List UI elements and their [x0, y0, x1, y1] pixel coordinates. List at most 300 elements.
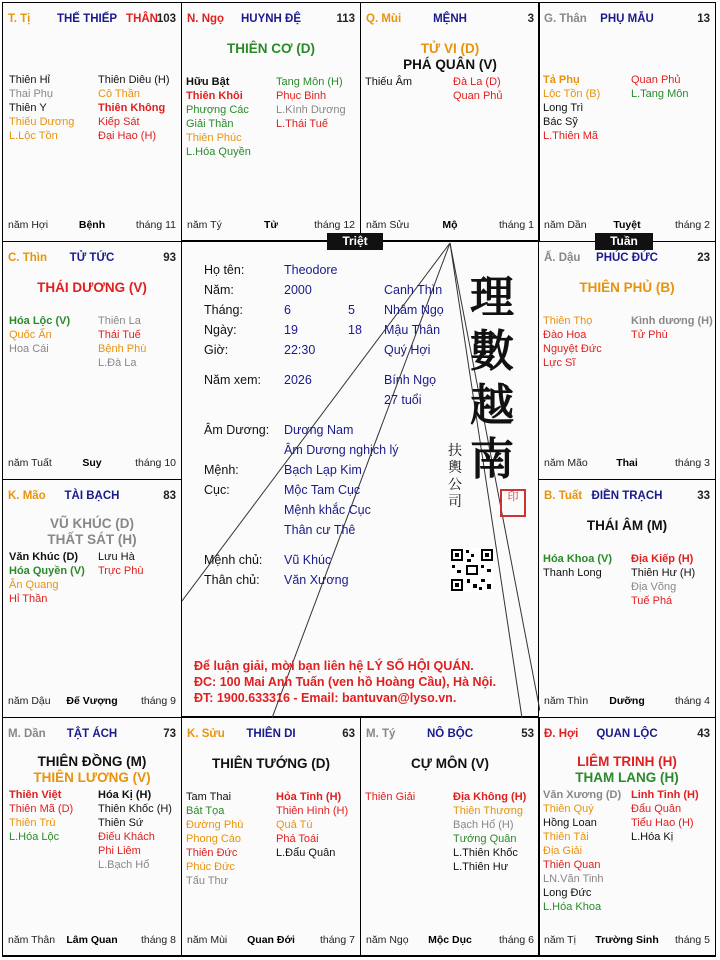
- minor-star: Thiên Tài: [543, 831, 589, 843]
- value-nam: 2000: [284, 283, 312, 297]
- palace-ty[interactable]: [360, 717, 540, 957]
- minor-star: Long Trì: [543, 102, 584, 114]
- value-nam-can: Canh Thìn: [384, 283, 443, 297]
- minor-star: Thái Tuế: [98, 329, 141, 341]
- contact-line-1: Để luận giải, mời bạn liên hệ LÝ SỐ HỘI QUÁN.: [194, 659, 474, 673]
- right-star-column: [631, 314, 713, 342]
- palace-footer: [544, 695, 710, 709]
- minor-star: Hóa Kị (H): [98, 789, 152, 801]
- minor-star: L.Tang Môn: [631, 88, 689, 100]
- minor-star: Bát Tọa: [186, 805, 225, 817]
- minor-star: Cô Thần: [98, 88, 140, 100]
- year-cycle-label: năm Tuất: [8, 457, 52, 469]
- earthly-branch-label: M. Tý: [366, 728, 396, 740]
- value-nam-xem-can: Bính Ngọ: [384, 373, 437, 387]
- main-star: CỰ MÔN (V): [411, 756, 489, 771]
- left-star-column: [9, 550, 85, 606]
- month-cycle-label: tháng 8: [140, 934, 176, 946]
- minor-star: Tiểu Hao (H): [631, 817, 694, 829]
- label-ho-ten: Họ tên:: [204, 263, 245, 277]
- palace-name: NÔ BỘC: [427, 728, 473, 740]
- main-star: PHÁ QUÂN (V): [403, 57, 497, 72]
- label-nam: Năm:: [204, 283, 234, 297]
- left-star-column: [365, 75, 412, 89]
- palace-name: HUYNH ĐỆ: [240, 13, 302, 25]
- value-thang-can: Nhâm Ngọ: [384, 303, 444, 317]
- left-star-column: [543, 788, 621, 914]
- calligraphy-char: 理: [470, 272, 514, 323]
- minor-star: L.Thiên Mã: [543, 130, 599, 142]
- minor-star: L.Thái Tuế: [276, 118, 328, 130]
- left-star-column: [365, 790, 415, 804]
- life-stage-label: Bệnh: [78, 219, 106, 231]
- label-nam-xem: Năm xem:: [204, 373, 261, 387]
- minor-star: Hữu Bật: [186, 76, 230, 88]
- minor-star: Quả Tú: [276, 819, 313, 831]
- minor-star: Thiên La: [98, 315, 141, 327]
- right-star-column: [98, 314, 146, 370]
- month-cycle-label: tháng 2: [674, 219, 710, 231]
- label-menh: Mệnh:: [204, 463, 239, 477]
- minor-star: Linh Tinh (H): [631, 789, 699, 801]
- value-gio: 22:30: [284, 343, 316, 357]
- palace-mao[interactable]: [2, 479, 182, 718]
- right-star-column: [276, 790, 348, 860]
- minor-star: Lưu Hà: [98, 551, 135, 563]
- palace-number: 103: [156, 13, 176, 25]
- value-am-duong-2: Âm Dương nghịch lý: [284, 443, 399, 457]
- value-thang-am: 5: [348, 303, 355, 317]
- palace-header: [187, 728, 355, 744]
- life-stage-label: Tử: [263, 219, 279, 231]
- palace-header: [8, 490, 176, 506]
- palace-than[interactable]: [538, 2, 716, 242]
- earthly-branch-label: Đ. Hợi: [544, 728, 579, 740]
- palace-footer: [544, 934, 710, 948]
- label-cuc: Cục:: [204, 483, 230, 497]
- minor-star: Bạch Hổ (H): [453, 819, 514, 831]
- minor-star: Hóa Quyền (V): [9, 565, 85, 577]
- minor-star: Tướng Quân: [453, 833, 517, 845]
- minor-star: Tấu Thư: [186, 875, 229, 887]
- minor-star: Tả Phụ: [543, 74, 580, 86]
- minor-star: Thiên Quan: [543, 859, 601, 871]
- value-than-chu: Văn Xương: [284, 573, 349, 587]
- palace-header: [544, 728, 710, 744]
- minor-star: Tam Thai: [186, 791, 232, 803]
- left-star-column: [543, 314, 602, 370]
- minor-star: Hóa Khoa (V): [543, 553, 613, 565]
- earthly-branch-label: M. Dần: [8, 728, 46, 740]
- minor-star: Địa Không (H): [453, 791, 527, 803]
- minor-star: Thiên Đức: [186, 847, 238, 859]
- palace-tuat[interactable]: [538, 479, 716, 718]
- can-chi-values: [384, 280, 444, 410]
- minor-star: Thiên Thương: [453, 805, 524, 817]
- palace-footer: [366, 219, 534, 233]
- minor-star: Kiếp Sát: [98, 116, 140, 128]
- lunar-values: [348, 300, 362, 340]
- palace-footer: [366, 934, 534, 948]
- value-ngay: 19: [284, 323, 298, 337]
- minor-star: Hồng Loan: [543, 817, 597, 829]
- minor-star: Phong Cáo: [186, 833, 242, 845]
- minor-star: Hóa Lộc (V): [9, 315, 71, 327]
- minor-star: Thiếu Âm: [365, 76, 413, 88]
- minor-star: Thiên Không: [98, 102, 166, 114]
- earthly-branch-label: Q. Mùi: [366, 13, 402, 25]
- minor-star: L.Đà La: [98, 357, 137, 369]
- palace-footer: [8, 219, 176, 233]
- left-star-column: [186, 790, 243, 888]
- label-ngay: Ngày:: [204, 323, 237, 337]
- earthly-branch-label: T. Tị: [8, 13, 31, 25]
- palace-header: [366, 728, 534, 744]
- left-star-column: [9, 73, 74, 143]
- minor-star: Thiên Sứ: [98, 817, 144, 829]
- minor-star: Long Đức: [543, 887, 592, 899]
- year-cycle-label: năm Mùi: [187, 934, 228, 946]
- earthly-branch-label: K. Mão: [8, 490, 46, 502]
- minor-star: Địa Kiếp (H): [631, 553, 694, 565]
- month-cycle-label: tháng 5: [674, 934, 710, 946]
- palace-hoi[interactable]: [538, 717, 716, 957]
- minor-star: L.Bạch Hổ: [98, 859, 150, 871]
- minor-star: Thiên Giải: [365, 791, 416, 803]
- center-info-panel: [181, 240, 539, 717]
- life-stage-label: Mộ: [442, 219, 458, 231]
- palace-footer: [544, 219, 710, 233]
- month-cycle-label: tháng 7: [319, 934, 355, 946]
- minor-star: L.Thiên Hư: [453, 861, 509, 873]
- left-star-column: [543, 73, 600, 143]
- minor-star: Tang Môn (H): [276, 76, 343, 88]
- year-cycle-label: năm Thân: [8, 934, 56, 946]
- info-labels-2: [204, 420, 269, 590]
- palace-footer: [187, 219, 355, 233]
- palace-footer: [8, 934, 176, 948]
- year-cycle-label: năm Mão: [544, 457, 588, 469]
- calligraphy-sub-char: 輿: [448, 460, 462, 476]
- minor-star: Thiếu Dương: [9, 116, 75, 128]
- value-gio-can: Quý Hợi: [384, 343, 431, 357]
- month-cycle-label: tháng 4: [674, 695, 710, 707]
- palace-name: PHÚC ĐỨC: [596, 252, 658, 264]
- earthly-branch-label: C. Thìn: [8, 252, 47, 264]
- life-stage-label: Thai: [616, 457, 638, 469]
- earthly-branch-label: N. Ngọ: [187, 13, 225, 25]
- palace-number: 43: [697, 728, 710, 740]
- value-am-duong: Dương Nam: [284, 423, 354, 437]
- value-ngay-can: Mậu Thân: [384, 323, 441, 337]
- palace-header: [8, 728, 176, 744]
- minor-star: Kình dương (H): [631, 315, 713, 327]
- minor-star: Bệnh Phù: [98, 343, 147, 355]
- palace-header: [544, 252, 710, 268]
- minor-star: Địa Giải: [543, 845, 583, 857]
- info-values-2: [284, 420, 399, 590]
- life-stage-label: Đế Vượng: [66, 695, 118, 707]
- right-star-column: [98, 550, 143, 578]
- right-star-column: [631, 552, 695, 608]
- minor-star: L.Hóa Quyền: [186, 146, 251, 158]
- calligraphy-char: 越: [470, 380, 514, 431]
- minor-star: Tuế Phá: [631, 595, 673, 607]
- main-star: THÁI DƯƠNG (V): [37, 280, 147, 295]
- palace-mui[interactable]: [360, 2, 540, 242]
- value-ngay-am: 18: [348, 323, 362, 337]
- life-stage-label: Lâm Quan: [66, 934, 118, 946]
- palace-name: QUAN LỘC: [596, 728, 658, 740]
- palace-suu[interactable]: [181, 717, 361, 957]
- label-gio: Giờ:: [204, 343, 229, 357]
- minor-star: L.Hóa Kị: [631, 831, 674, 843]
- red-seal-icon: 印: [500, 489, 526, 517]
- minor-star: Quan Phủ: [453, 90, 503, 102]
- earthly-branch-label: Ấ. Dậu: [544, 252, 581, 264]
- minor-star: Thiên Hư (H): [631, 567, 696, 579]
- year-cycle-label: năm Ngọ: [366, 934, 409, 946]
- palace-name: THẾ THIẾP: [56, 13, 118, 25]
- palace-name: MỆNH: [433, 13, 467, 25]
- palace-ngo[interactable]: [181, 2, 361, 242]
- triet-badge: Triệt: [327, 233, 383, 250]
- palace-footer: [187, 934, 355, 948]
- month-cycle-label: tháng 12: [314, 219, 355, 231]
- month-cycle-label: tháng 9: [140, 695, 176, 707]
- minor-star: Phi Liêm: [98, 845, 141, 857]
- minor-star: Thiên Diêu (H): [98, 74, 170, 86]
- main-star: THIÊN TƯỚNG (D): [212, 756, 330, 771]
- minor-star: Thiên Quý: [543, 803, 594, 815]
- right-star-column: [98, 788, 172, 872]
- palace-name: TÀI BẠCH: [64, 490, 120, 502]
- palace-name: TẬT ÁCH: [66, 728, 118, 740]
- label-am-duong: Âm Dương:: [204, 423, 270, 437]
- minor-star: Thiên Y: [9, 102, 47, 114]
- minor-star: Thiên Mã (D): [9, 803, 74, 815]
- palace-header: [544, 490, 710, 506]
- info-labels: [204, 260, 261, 390]
- minor-star: Đà La (D): [453, 76, 501, 88]
- minor-star: Hỏa Tinh (H): [276, 791, 342, 803]
- palace-header: [8, 13, 176, 29]
- palace-header: [544, 13, 710, 29]
- value-menh: Bạch Lạp Kim: [284, 463, 362, 477]
- left-star-column: [543, 552, 612, 580]
- right-star-column: [276, 75, 346, 131]
- minor-star: Phá Toái: [276, 833, 319, 845]
- earthly-branch-label: G. Thân: [544, 13, 587, 25]
- minor-star: Giải Thần: [186, 118, 234, 130]
- palace-name: ĐIỀN TRẠCH: [591, 490, 663, 502]
- main-star: VŨ KHÚC (D): [50, 516, 134, 531]
- year-cycle-label: năm Thìn: [544, 695, 589, 707]
- palace-number: 13: [697, 13, 710, 25]
- palace-ti[interactable]: [2, 2, 182, 242]
- minor-star: Địa Võng: [631, 581, 677, 593]
- value-menh-chu: Vũ Khúc: [284, 553, 332, 567]
- minor-star: Đẩu Quân: [631, 803, 682, 815]
- calligraphy-sub: [448, 443, 462, 511]
- month-cycle-label: tháng 6: [498, 934, 534, 946]
- right-star-column: [453, 75, 503, 103]
- minor-star: Thiên Hình (H): [276, 805, 349, 817]
- main-star: THIÊN PHỦ (B): [579, 280, 675, 295]
- tuan-badge: Tuần: [595, 233, 653, 250]
- palace-number: 93: [163, 252, 176, 264]
- month-cycle-label: tháng 10: [135, 457, 176, 469]
- month-cycle-label: tháng 3: [674, 457, 710, 469]
- year-cycle-label: năm Dậu: [8, 695, 51, 707]
- minor-star: Văn Khúc (D): [9, 551, 79, 563]
- palace-number: 33: [697, 490, 710, 502]
- label-than-chu: Thân chủ:: [204, 573, 260, 587]
- label-thang: Tháng:: [204, 303, 243, 317]
- palace-number: 63: [342, 728, 355, 740]
- calligraphy-char: 南: [470, 434, 514, 485]
- palace-number: 113: [336, 13, 355, 25]
- minor-star: Hoa Cái: [9, 343, 49, 355]
- minor-star: Phục Binh: [276, 90, 327, 102]
- minor-star: Thiên Hỉ: [9, 74, 50, 86]
- palace-number: 23: [697, 252, 710, 264]
- life-stage-label: Trường Sinh: [595, 934, 659, 946]
- life-stage-label: Suy: [82, 457, 102, 469]
- minor-star: Thiên Phúc: [186, 132, 242, 144]
- main-star: THIÊN LƯƠNG (V): [33, 770, 151, 785]
- minor-star: Tử Phù: [631, 329, 668, 341]
- palace-header: [187, 13, 355, 29]
- value-cuc: Mộc Tam Cục: [284, 483, 361, 497]
- minor-star: Đường Phù: [186, 819, 244, 831]
- main-star: THIÊN CƠ (D): [226, 41, 315, 56]
- minor-star: Phượng Các: [186, 104, 249, 116]
- calligraphy-sub-char: 公: [448, 477, 462, 493]
- year-cycle-label: năm Hợi: [8, 219, 49, 231]
- palace-thin[interactable]: [2, 241, 182, 480]
- minor-star: Đại Hao (H): [98, 130, 157, 142]
- left-star-column: [9, 314, 70, 356]
- main-star: TỬ VI (D): [420, 41, 480, 56]
- minor-star: Lực Sĩ: [543, 357, 576, 369]
- minor-star: Văn Xương (D): [543, 789, 622, 801]
- minor-star: Quốc Ấn: [9, 329, 52, 341]
- main-star: THẤT SÁT (H): [47, 532, 137, 547]
- life-stage-label: Tuyệt: [613, 219, 641, 231]
- palace-footer: [544, 457, 710, 471]
- right-star-column: [98, 73, 170, 143]
- minor-star: Phúc Đức: [186, 861, 235, 873]
- contact-line-3: ĐT: 1900.633316 - Email: bantuvan@lyso.vn.: [194, 691, 457, 705]
- contact-block: [194, 658, 496, 706]
- value-ho-ten: Theodore: [284, 263, 338, 277]
- year-cycle-label: năm Dần: [544, 219, 587, 231]
- label-menh-chu: Mệnh chủ:: [204, 553, 263, 567]
- earthly-branch-label: K. Sửu: [187, 728, 225, 740]
- life-stage-label: Quan Đới: [247, 934, 295, 946]
- year-cycle-label: năm Tị: [544, 934, 576, 946]
- minor-star: L.Kình Dương: [276, 104, 346, 116]
- minor-star: Nguyệt Đức: [543, 343, 602, 355]
- palace-footer: [8, 695, 176, 709]
- minor-star: Điếu Khách: [98, 831, 155, 843]
- value-thang: 6: [284, 303, 291, 317]
- calligraphy-sub-char: 司: [448, 494, 462, 510]
- life-stage-label: Dưỡng: [609, 695, 645, 707]
- palace-name: TỬ TỨC: [69, 252, 115, 264]
- minor-star: L.Hóa Khoa: [543, 901, 602, 913]
- calligraphy-title: [470, 271, 514, 487]
- minor-star: Thiên Khôi: [186, 90, 243, 102]
- minor-star: Thiên Thọ: [543, 315, 593, 327]
- minor-star: Quan Phủ: [631, 74, 681, 86]
- month-cycle-label: tháng 1: [498, 219, 534, 231]
- main-star: THIÊN ĐỒNG (M): [37, 754, 147, 769]
- minor-star: L.Lộc Tồn: [9, 130, 58, 142]
- than-marker: THÂN: [126, 13, 158, 25]
- minor-star: L.Đẩu Quân: [276, 847, 336, 859]
- minor-star: Đào Hoa: [543, 329, 587, 341]
- main-star: LIÊM TRINH (H): [577, 754, 677, 769]
- minor-star: Thiên Việt: [9, 789, 62, 801]
- palace-number: 53: [521, 728, 534, 740]
- palace-footer: [8, 457, 176, 471]
- right-star-column: [453, 790, 526, 874]
- minor-star: Thanh Long: [543, 567, 602, 579]
- minor-star: Thai Phụ: [9, 88, 54, 100]
- year-cycle-label: năm Tý: [187, 219, 222, 231]
- palace-dan[interactable]: [2, 717, 182, 957]
- left-star-column: [9, 788, 73, 844]
- info-values: [284, 260, 338, 390]
- value-tuoi: 27 tuổi: [384, 393, 422, 407]
- palace-name: PHỤ MẪU: [600, 13, 654, 25]
- minor-star: Ân Quang: [9, 579, 59, 591]
- palace-header: [366, 13, 534, 29]
- palace-header: [8, 252, 176, 268]
- minor-star: Lộc Tồn (B): [543, 88, 601, 100]
- right-star-column: [631, 788, 699, 844]
- contact-line-2: ĐC: 100 Mai Anh Tuấn (ven hồ Hoàng Cầu), Hà Nội.: [194, 675, 497, 689]
- value-nam-xem: 2026: [284, 373, 312, 387]
- left-star-column: [186, 75, 251, 159]
- earthly-branch-label: B. Tuất: [544, 490, 583, 502]
- palace-number: 73: [163, 728, 176, 740]
- minor-star: LN.Văn Tinh: [543, 873, 604, 885]
- qr-code-icon[interactable]: [450, 548, 494, 592]
- minor-star: Thiên Trù: [9, 817, 56, 829]
- minor-star: Trực Phù: [98, 565, 144, 577]
- right-star-column: [631, 73, 688, 101]
- value-cuc-2: Mệnh khắc Cục: [284, 503, 371, 517]
- minor-star: L.Thiên Khốc: [453, 847, 518, 859]
- calligraphy-char: 數: [470, 326, 514, 377]
- palace-number: 3: [527, 13, 534, 25]
- minor-star: Bác Sỹ: [543, 116, 578, 128]
- minor-star: L.Hóa Lộc: [9, 831, 60, 843]
- year-cycle-label: năm Sửu: [366, 219, 410, 231]
- palace-dau[interactable]: [538, 241, 716, 480]
- life-stage-label: Mộc Dục: [428, 934, 472, 946]
- main-star: THÁI ÂM (M): [586, 518, 668, 533]
- minor-star: Hỉ Thần: [9, 593, 48, 605]
- calligraphy-sub-char: 扶: [448, 443, 462, 459]
- main-star: THAM LANG (H): [575, 770, 679, 785]
- month-cycle-label: tháng 11: [135, 219, 176, 231]
- palace-number: 83: [163, 490, 176, 502]
- minor-star: Thiên Khốc (H): [98, 803, 172, 815]
